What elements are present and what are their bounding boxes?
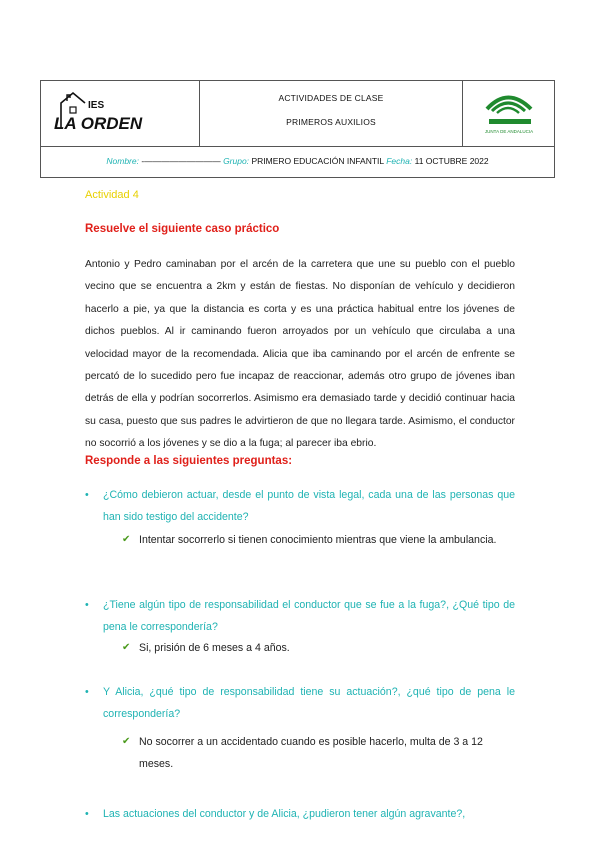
answer-item xyxy=(122,731,515,775)
activity-title: Actividad 4 xyxy=(85,189,139,201)
question-item xyxy=(85,484,515,528)
nombre-label: Nombre: xyxy=(106,156,139,166)
checkmark-icon: ✔ xyxy=(122,534,131,545)
question-item xyxy=(85,594,515,638)
header-row-info xyxy=(41,147,554,176)
answer-text: No socorrer a un accidentado cuando es posible hacerlo, multa de 3 a 12 meses. xyxy=(139,736,483,770)
question-text: ¿Tiene algún tipo de responsabilidad el conductor que se fue a la fuga?, ¿Qué tipo de pena le correspondería? xyxy=(103,599,515,633)
question-text: Y Alicia, ¿qué tipo de responsabilidad tiene su actuación?, ¿qué tipo de pena le correspondería? xyxy=(103,686,515,720)
junta-andalucia-logo xyxy=(463,81,554,146)
logo-name-text: LA ORDEN xyxy=(54,114,143,133)
section-heading-case: Resuelve el siguiente caso práctico xyxy=(85,223,280,235)
junta-logo-text: JUNTA DE ANDALUCIA xyxy=(484,129,534,134)
fecha-value: 11 OCTUBRE 2022 xyxy=(414,156,489,166)
checkmark-icon: ✔ xyxy=(122,642,131,653)
header-line-2: PRIMEROS AUXILIOS xyxy=(286,117,376,127)
checkmark-icon: ✔ xyxy=(122,736,131,747)
question-text: Las actuaciones del conductor y de Alicia, ¿pudieron tener algún agravante?, xyxy=(103,808,466,820)
header-table xyxy=(40,80,555,178)
question-text: ¿Cómo debieron actuar, desde el punto de vista legal, cada una de las personas que han sido testigo del accidente? xyxy=(103,489,515,523)
answer-item xyxy=(122,529,515,551)
answer-text: Si, prisión de 6 meses a 4 años. xyxy=(139,642,290,654)
fecha-label: Fecha: xyxy=(386,156,413,166)
bullet-dot-icon: • xyxy=(85,599,89,611)
grupo-value: PRIMERO EDUCACIÓN INFANTIL xyxy=(251,156,384,166)
grupo-label: Grupo: xyxy=(223,156,250,166)
question-item xyxy=(85,681,515,725)
school-logo-cell xyxy=(41,81,200,146)
bullet-dot-icon: • xyxy=(85,489,89,501)
section-heading-questions: Responde a las siguientes preguntas: xyxy=(85,455,293,467)
bullet-dot-icon: • xyxy=(85,686,89,698)
case-paragraph: Antonio y Pedro caminaban por el arcén de la carretera que une su pueblo con el pueblo vecino que se encuentra a 2km y están de fiestas. No disponían de vehículo y decidieron hacerlo a pie, ya que la distancia es corta y es una práctica habitual entre los jóvenes de dichos pueblos. Al ir caminando fueron arroyados por un vehículo que circulaba a una velocidad mayor de la recomendada. Alicia que iba caminando por el arcén de enfrente se percató de lo sucedido pero fue incapaz de reaccionar, además otro grupo de jóvenes iban detrás de ella y podrían socorrerlos. Asimismo era demasiado tarde y decidió continuar hacia su casa, puesto que sus padres le advirtieron de que no llegara tarde. Asimismo, el conductor no socorrió a los jóvenes y se dio a la fuga; al parecer iba ebrio. xyxy=(85,259,515,450)
logo-ies-text: IES xyxy=(88,100,105,111)
bullet-dot-icon: • xyxy=(85,808,89,820)
answer-text: Intentar socorrerlo si tienen conocimiento mientras que viene la ambulancia. xyxy=(139,534,497,546)
junta-logo-cell xyxy=(463,81,554,146)
header-row-top xyxy=(41,81,554,147)
title-cell xyxy=(200,81,463,146)
header-line-1: ACTIVIDADES DE CLASE xyxy=(278,93,384,103)
school-logo xyxy=(41,81,199,146)
question-item xyxy=(85,803,515,825)
answer-item xyxy=(122,637,515,659)
nombre-value: -————————— xyxy=(141,156,221,166)
